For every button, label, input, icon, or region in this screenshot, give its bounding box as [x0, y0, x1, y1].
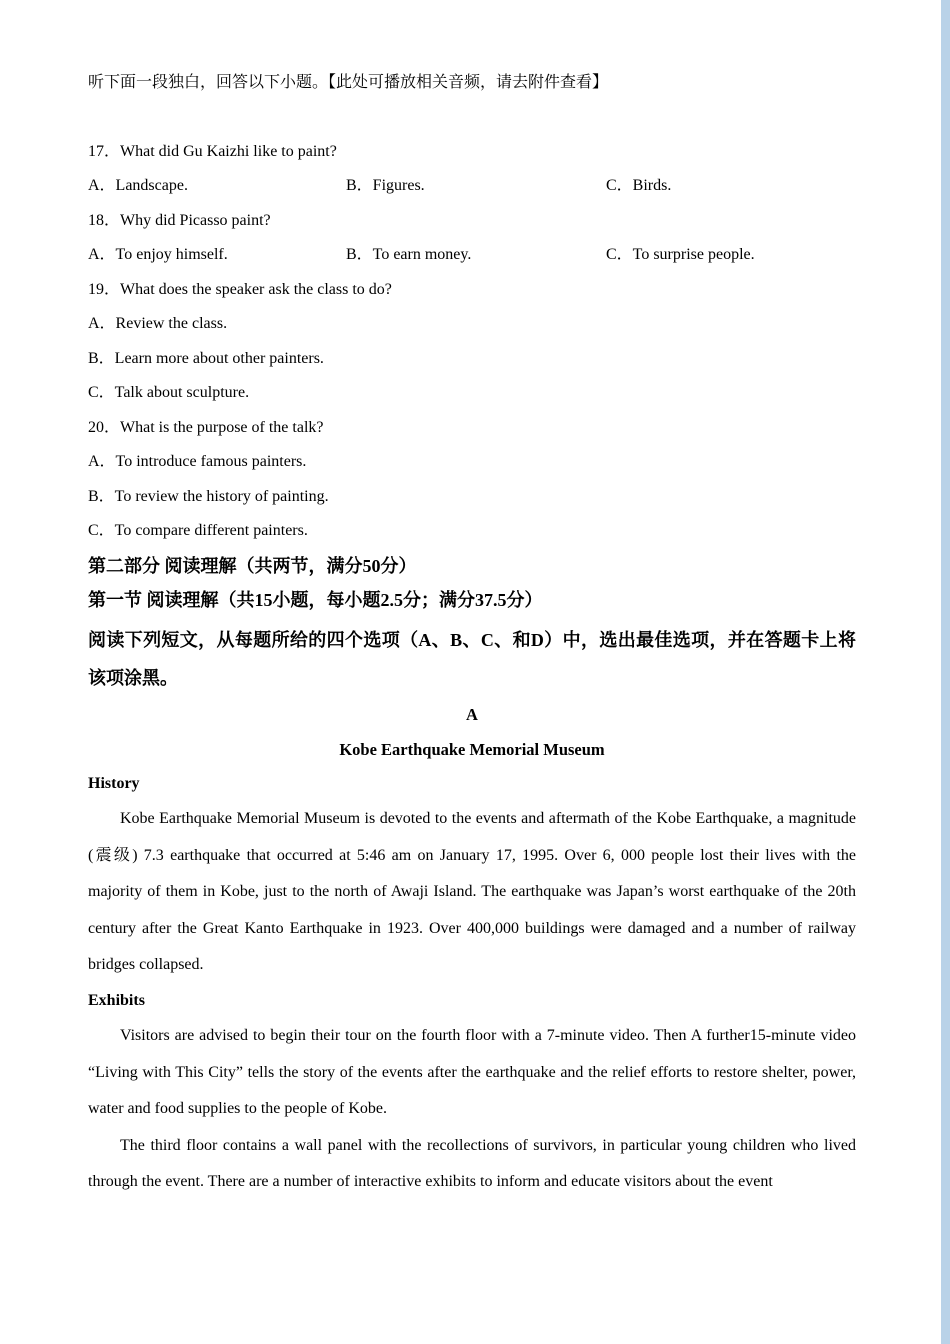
question-18-option-c: C．To surprise people. [606, 246, 755, 263]
passage-title: Kobe Earthquake Memorial Museum [339, 739, 605, 759]
question-19-option-b: B．Learn more about other painters. [88, 349, 324, 367]
question-17-options [88, 169, 856, 204]
question-19-text: 19．What does the speaker ask the class to do? [88, 280, 392, 298]
passage-history-paragraph: Kobe Earthquake Memorial Museum is devoted to the events and aftermath of the Kobe Earthquake, a magnitude (震级) 7.3 earthquake that occurred at 5:46 am on January 17, 1995. Over 6, 000 people lost their lives with the majority of them in Kobe, just to the north of Awaji Island. The earthquake was Japan’s worst earthquake of the 20th century after the Great Kanto Earthquake in 1923. Over 400,000 buildings were damaged and a number of railway bridges collapsed. [88, 810, 856, 973]
question-18 [88, 204, 856, 273]
reading-instructions: 阅读下列短文，从每题所给的四个选项（A、B、C、和D）中，选出最佳选项，并在答题卡上将该项涂黑。 [88, 629, 856, 688]
question-17-text: 17．What did Gu Kaizhi like to paint? [88, 142, 337, 160]
question-17-option-a: A．Landscape. [88, 177, 188, 194]
passage-exhibits-heading: Exhibits [88, 991, 145, 1009]
passage-history-heading: History [88, 774, 140, 792]
question-19-option-a: A．Review the class. [88, 315, 228, 332]
question-20-option-a: A．To introduce famous painters. [88, 453, 307, 470]
question-17-option-b: B．Figures. [346, 177, 425, 194]
question-20-option-b: B．To review the history of painting. [88, 487, 329, 505]
window-edge-strip [941, 0, 950, 1344]
listening-monologue-instruction: 听下面一段独白，回答以下小题。【此处可播放相关音频，请去附件查看】 [88, 74, 609, 91]
question-19-option-c: C．Talk about sculpture. [88, 384, 250, 401]
question-18-option-a: A．To enjoy himself. [88, 246, 228, 263]
question-19 [88, 273, 856, 411]
passage-label: A [466, 704, 478, 724]
passage-exhibits-paragraph-2: The third floor contains a wall panel with the recollections of survivors, in particular young children who lived through the event. There are a number of interactive exhibits to inform and educate visitors about the event [88, 1136, 856, 1190]
reading-section-header: 第一节 阅读理解（共15小题，每小题2.5分；满分37.5分） [88, 590, 543, 610]
question-18-text: 18．Why did Picasso paint? [88, 211, 271, 229]
question-17-option-c: C．Birds. [606, 177, 672, 194]
question-20-text: 20．What is the purpose of the talk? [88, 418, 324, 436]
question-20 [88, 411, 856, 549]
question-18-options [88, 238, 856, 273]
reading-part-header: 第二部分 阅读理解（共两节，满分50分） [88, 555, 417, 576]
question-18-option-b: B．To earn money. [346, 246, 472, 263]
question-20-option-c: C．To compare different painters. [88, 522, 308, 539]
question-17 [88, 135, 856, 204]
passage-exhibits-paragraph-1: Visitors are advised to begin their tour on the fourth floor with a 7-minute video. Then A further15-minute video “Living with This City” tells the story of the events after the earthquake and the relief efforts to restore shelter, power, water and food supplies to the people of Kobe. [88, 1027, 856, 1117]
